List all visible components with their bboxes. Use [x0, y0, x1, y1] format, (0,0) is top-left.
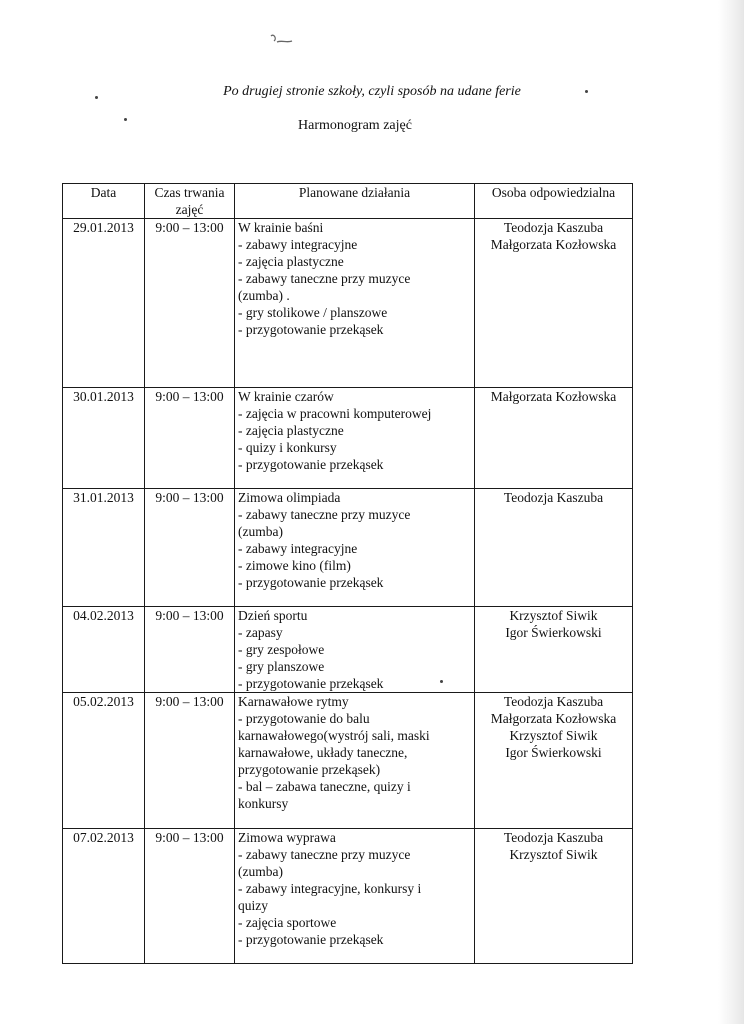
responsible-person-name: Igor Świerkowski — [505, 625, 602, 640]
column-header-responsible-person: Osoba odpowiedzialna — [475, 184, 633, 219]
activity-item: - przygotowanie przekąsek — [238, 322, 384, 337]
schedule-table — [62, 183, 633, 964]
duration-cell: 9:00 – 13:00 — [145, 693, 235, 829]
activity-theme-title: W krainie czarów — [238, 389, 334, 404]
responsible-person-name: Krzysztof Siwik — [509, 728, 598, 743]
activity-theme-title: Karnawałowe rytmy — [238, 694, 349, 709]
responsible-person-cell — [475, 693, 633, 829]
activity-item: - zabawy taneczne przy muzyce — [238, 271, 411, 286]
responsible-person-name: Teodozja Kaszuba — [503, 694, 604, 709]
responsible-person-name: Małgorzata Kozłowska — [490, 237, 617, 252]
responsible-person-cell — [475, 829, 633, 964]
activity-item: (zumba) . — [238, 288, 290, 303]
planned-activities-cell — [235, 829, 475, 964]
activity-item: - przygotowanie przekąsek — [238, 575, 384, 590]
pen-mark-scribble — [268, 32, 294, 46]
column-header-date: Data — [63, 184, 145, 219]
activity-item: - zabawy integracyjne, konkursy i — [238, 881, 422, 896]
responsible-person-name: Małgorzata Kozłowska — [490, 711, 617, 726]
activity-item: - bal – zabawa taneczne, quizy i — [238, 779, 411, 794]
table-row — [63, 388, 633, 489]
activity-item: (zumba) — [238, 524, 283, 539]
date-cell: 04.02.2013 — [63, 607, 145, 693]
activity-item: - zabawy taneczne przy muzyce — [238, 847, 411, 862]
planned-activities-cell — [235, 693, 475, 829]
activity-theme-title: W krainie baśni — [238, 220, 324, 235]
column-header-duration: Czas trwania zajęć — [145, 184, 235, 219]
table-row — [63, 489, 633, 607]
responsible-person-cell — [475, 489, 633, 607]
activity-item: - zajęcia plastyczne — [238, 423, 344, 438]
activity-item: - przygotowanie przekąsek — [238, 676, 384, 691]
responsible-person-cell — [475, 388, 633, 489]
responsible-person-name: Teodozja Kaszuba — [503, 220, 604, 235]
activity-item: - gry planszowe — [238, 659, 325, 674]
activity-item: - zajęcia sportowe — [238, 915, 337, 930]
activity-item: konkursy — [238, 796, 289, 811]
table-row — [63, 607, 633, 693]
document-title: Po drugiej stronie szkoły, czyli sposób na udane ferie — [223, 84, 521, 99]
activity-item: - zapasy — [238, 625, 283, 640]
activity-item: - gry zespołowe — [238, 642, 325, 657]
activity-item: - przygotowanie przekąsek — [238, 932, 384, 947]
activity-item: - zabawy integracyjne — [238, 541, 358, 556]
duration-cell: 9:00 – 13:00 — [145, 829, 235, 964]
table-row — [63, 693, 633, 829]
table-header-row — [63, 184, 633, 219]
activity-item: - zajęcia plastyczne — [238, 254, 344, 269]
responsible-person-name: Krzysztof Siwik — [509, 608, 598, 623]
responsible-person-cell — [475, 607, 633, 693]
column-header-planned-activities: Planowane działania — [235, 184, 475, 219]
activity-item: - zimowe kino (film) — [238, 558, 351, 573]
date-cell: 29.01.2013 — [63, 219, 145, 388]
responsible-person-name: Małgorzata Kozłowska — [490, 389, 617, 404]
activity-item: quizy — [238, 898, 268, 913]
table-row — [63, 219, 633, 388]
responsible-person-name: Teodozja Kaszuba — [503, 830, 604, 845]
planned-activities-cell — [235, 219, 475, 388]
activity-item: przygotowanie przekąsek) — [238, 762, 381, 777]
responsible-person-cell — [475, 219, 633, 388]
activity-item: - przygotowanie przekąsek — [238, 457, 384, 472]
activity-theme-title: Zimowa wyprawa — [238, 830, 336, 845]
responsible-person-name: Teodozja Kaszuba — [503, 490, 604, 505]
duration-cell: 9:00 – 13:00 — [145, 607, 235, 693]
activity-theme-title: Dzień sportu — [238, 608, 308, 623]
duration-cell: 9:00 – 13:00 — [145, 388, 235, 489]
activity-item: karnawałowe, układy taneczne, — [238, 745, 408, 760]
table-row — [63, 829, 633, 964]
planned-activities-cell — [235, 607, 475, 693]
activity-item: (zumba) — [238, 864, 283, 879]
responsible-person-name: Igor Świerkowski — [505, 745, 602, 760]
activity-theme-title: Zimowa olimpiada — [238, 490, 341, 505]
activity-item: - gry stolikowe / planszowe — [238, 305, 388, 320]
activity-item: - quizy i konkursy — [238, 440, 337, 455]
activity-item: - zajęcia w pracowni komputerowej — [238, 406, 432, 421]
responsible-person-name: Krzysztof Siwik — [509, 847, 598, 862]
activity-item: - przygotowanie do balu — [238, 711, 370, 726]
activity-item: karnawałowego(wystrój sali, maski — [238, 728, 430, 743]
date-cell: 31.01.2013 — [63, 489, 145, 607]
duration-cell: 9:00 – 13:00 — [145, 489, 235, 607]
document-subtitle: Harmonogram zajęć — [298, 118, 412, 133]
duration-cell: 9:00 – 13:00 — [145, 219, 235, 388]
activity-item: - zabawy integracyjne — [238, 237, 358, 252]
scanned-page-edge — [718, 0, 744, 1024]
schedule-table-body — [63, 219, 633, 964]
date-cell: 07.02.2013 — [63, 829, 145, 964]
planned-activities-cell — [235, 388, 475, 489]
planned-activities-cell — [235, 489, 475, 607]
date-cell: 05.02.2013 — [63, 693, 145, 829]
date-cell: 30.01.2013 — [63, 388, 145, 489]
activity-item: - zabawy taneczne przy muzyce — [238, 507, 411, 522]
